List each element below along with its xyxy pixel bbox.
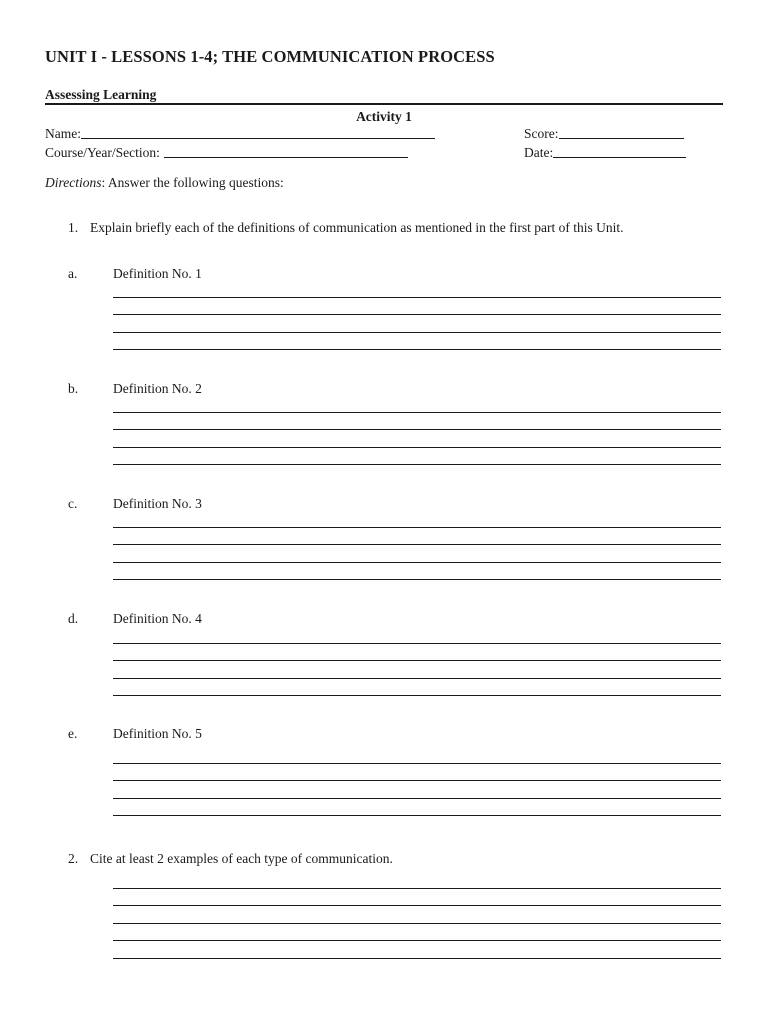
score-label: Score: bbox=[524, 126, 559, 141]
question-1 bbox=[68, 220, 624, 236]
answer-line[interactable] bbox=[113, 905, 721, 906]
item-letter: c. bbox=[68, 496, 78, 511]
activity-title: Activity 1 bbox=[356, 109, 412, 124]
name-label: Name: bbox=[45, 126, 81, 141]
section-heading: Assessing Learning bbox=[45, 87, 157, 102]
answer-line[interactable] bbox=[113, 815, 721, 816]
answer-line[interactable] bbox=[113, 447, 721, 448]
answer-line[interactable] bbox=[113, 562, 721, 563]
item-label: Definition No. 2 bbox=[113, 381, 202, 396]
score-field[interactable] bbox=[524, 126, 684, 142]
course-year-section-blank[interactable] bbox=[164, 145, 408, 158]
item-label: Definition No. 4 bbox=[113, 611, 202, 626]
item-letter: b. bbox=[68, 381, 79, 396]
answer-line[interactable] bbox=[113, 763, 721, 764]
item-letter: a. bbox=[68, 266, 78, 281]
answer-line[interactable] bbox=[113, 332, 721, 333]
name-field[interactable] bbox=[45, 126, 435, 142]
answer-line[interactable] bbox=[113, 798, 721, 799]
item-label: Definition No. 5 bbox=[113, 726, 202, 741]
question-number: 2. bbox=[68, 851, 79, 866]
item-letter: d. bbox=[68, 611, 79, 626]
directions-label: Directions bbox=[45, 175, 102, 190]
answer-line[interactable] bbox=[113, 429, 721, 430]
answer-line[interactable] bbox=[113, 579, 721, 580]
question-text: Explain briefly each of the definitions of communication as mentioned in the first part of this Unit. bbox=[90, 220, 624, 235]
directions bbox=[45, 175, 284, 191]
answer-line[interactable] bbox=[113, 464, 721, 465]
item-letter: e. bbox=[68, 726, 78, 741]
item-label: Definition No. 3 bbox=[113, 496, 202, 511]
section-divider bbox=[45, 103, 723, 105]
answer-line[interactable] bbox=[113, 695, 721, 696]
item-label: Definition No. 1 bbox=[113, 266, 202, 281]
directions-text: : Answer the following questions: bbox=[101, 175, 284, 190]
date-label: Date: bbox=[524, 145, 554, 160]
score-blank[interactable] bbox=[559, 126, 684, 139]
answer-line[interactable] bbox=[113, 940, 721, 941]
question-number: 1. bbox=[68, 220, 79, 235]
answer-line[interactable] bbox=[113, 643, 721, 644]
question-2 bbox=[68, 851, 393, 867]
name-blank[interactable] bbox=[81, 126, 435, 139]
question-text: Cite at least 2 examples of each type of communication. bbox=[90, 851, 393, 866]
answer-line[interactable] bbox=[113, 923, 721, 924]
answer-line[interactable] bbox=[113, 958, 721, 959]
answer-line[interactable] bbox=[113, 660, 721, 661]
page-title: UNIT I - LESSONS 1-4; THE COMMUNICATION PROCESS bbox=[45, 47, 495, 66]
answer-line[interactable] bbox=[113, 678, 721, 679]
answer-line[interactable] bbox=[113, 297, 721, 298]
date-blank[interactable] bbox=[553, 145, 686, 158]
course-year-section-field[interactable] bbox=[45, 145, 408, 161]
date-field[interactable] bbox=[524, 145, 686, 161]
answer-line[interactable] bbox=[113, 314, 721, 315]
course-year-section-label: Course/Year/Section: bbox=[45, 145, 160, 160]
answer-line[interactable] bbox=[113, 412, 721, 413]
answer-line[interactable] bbox=[113, 544, 721, 545]
answer-line[interactable] bbox=[113, 780, 721, 781]
answer-line[interactable] bbox=[113, 349, 721, 350]
answer-line[interactable] bbox=[113, 888, 721, 889]
answer-line[interactable] bbox=[113, 527, 721, 528]
